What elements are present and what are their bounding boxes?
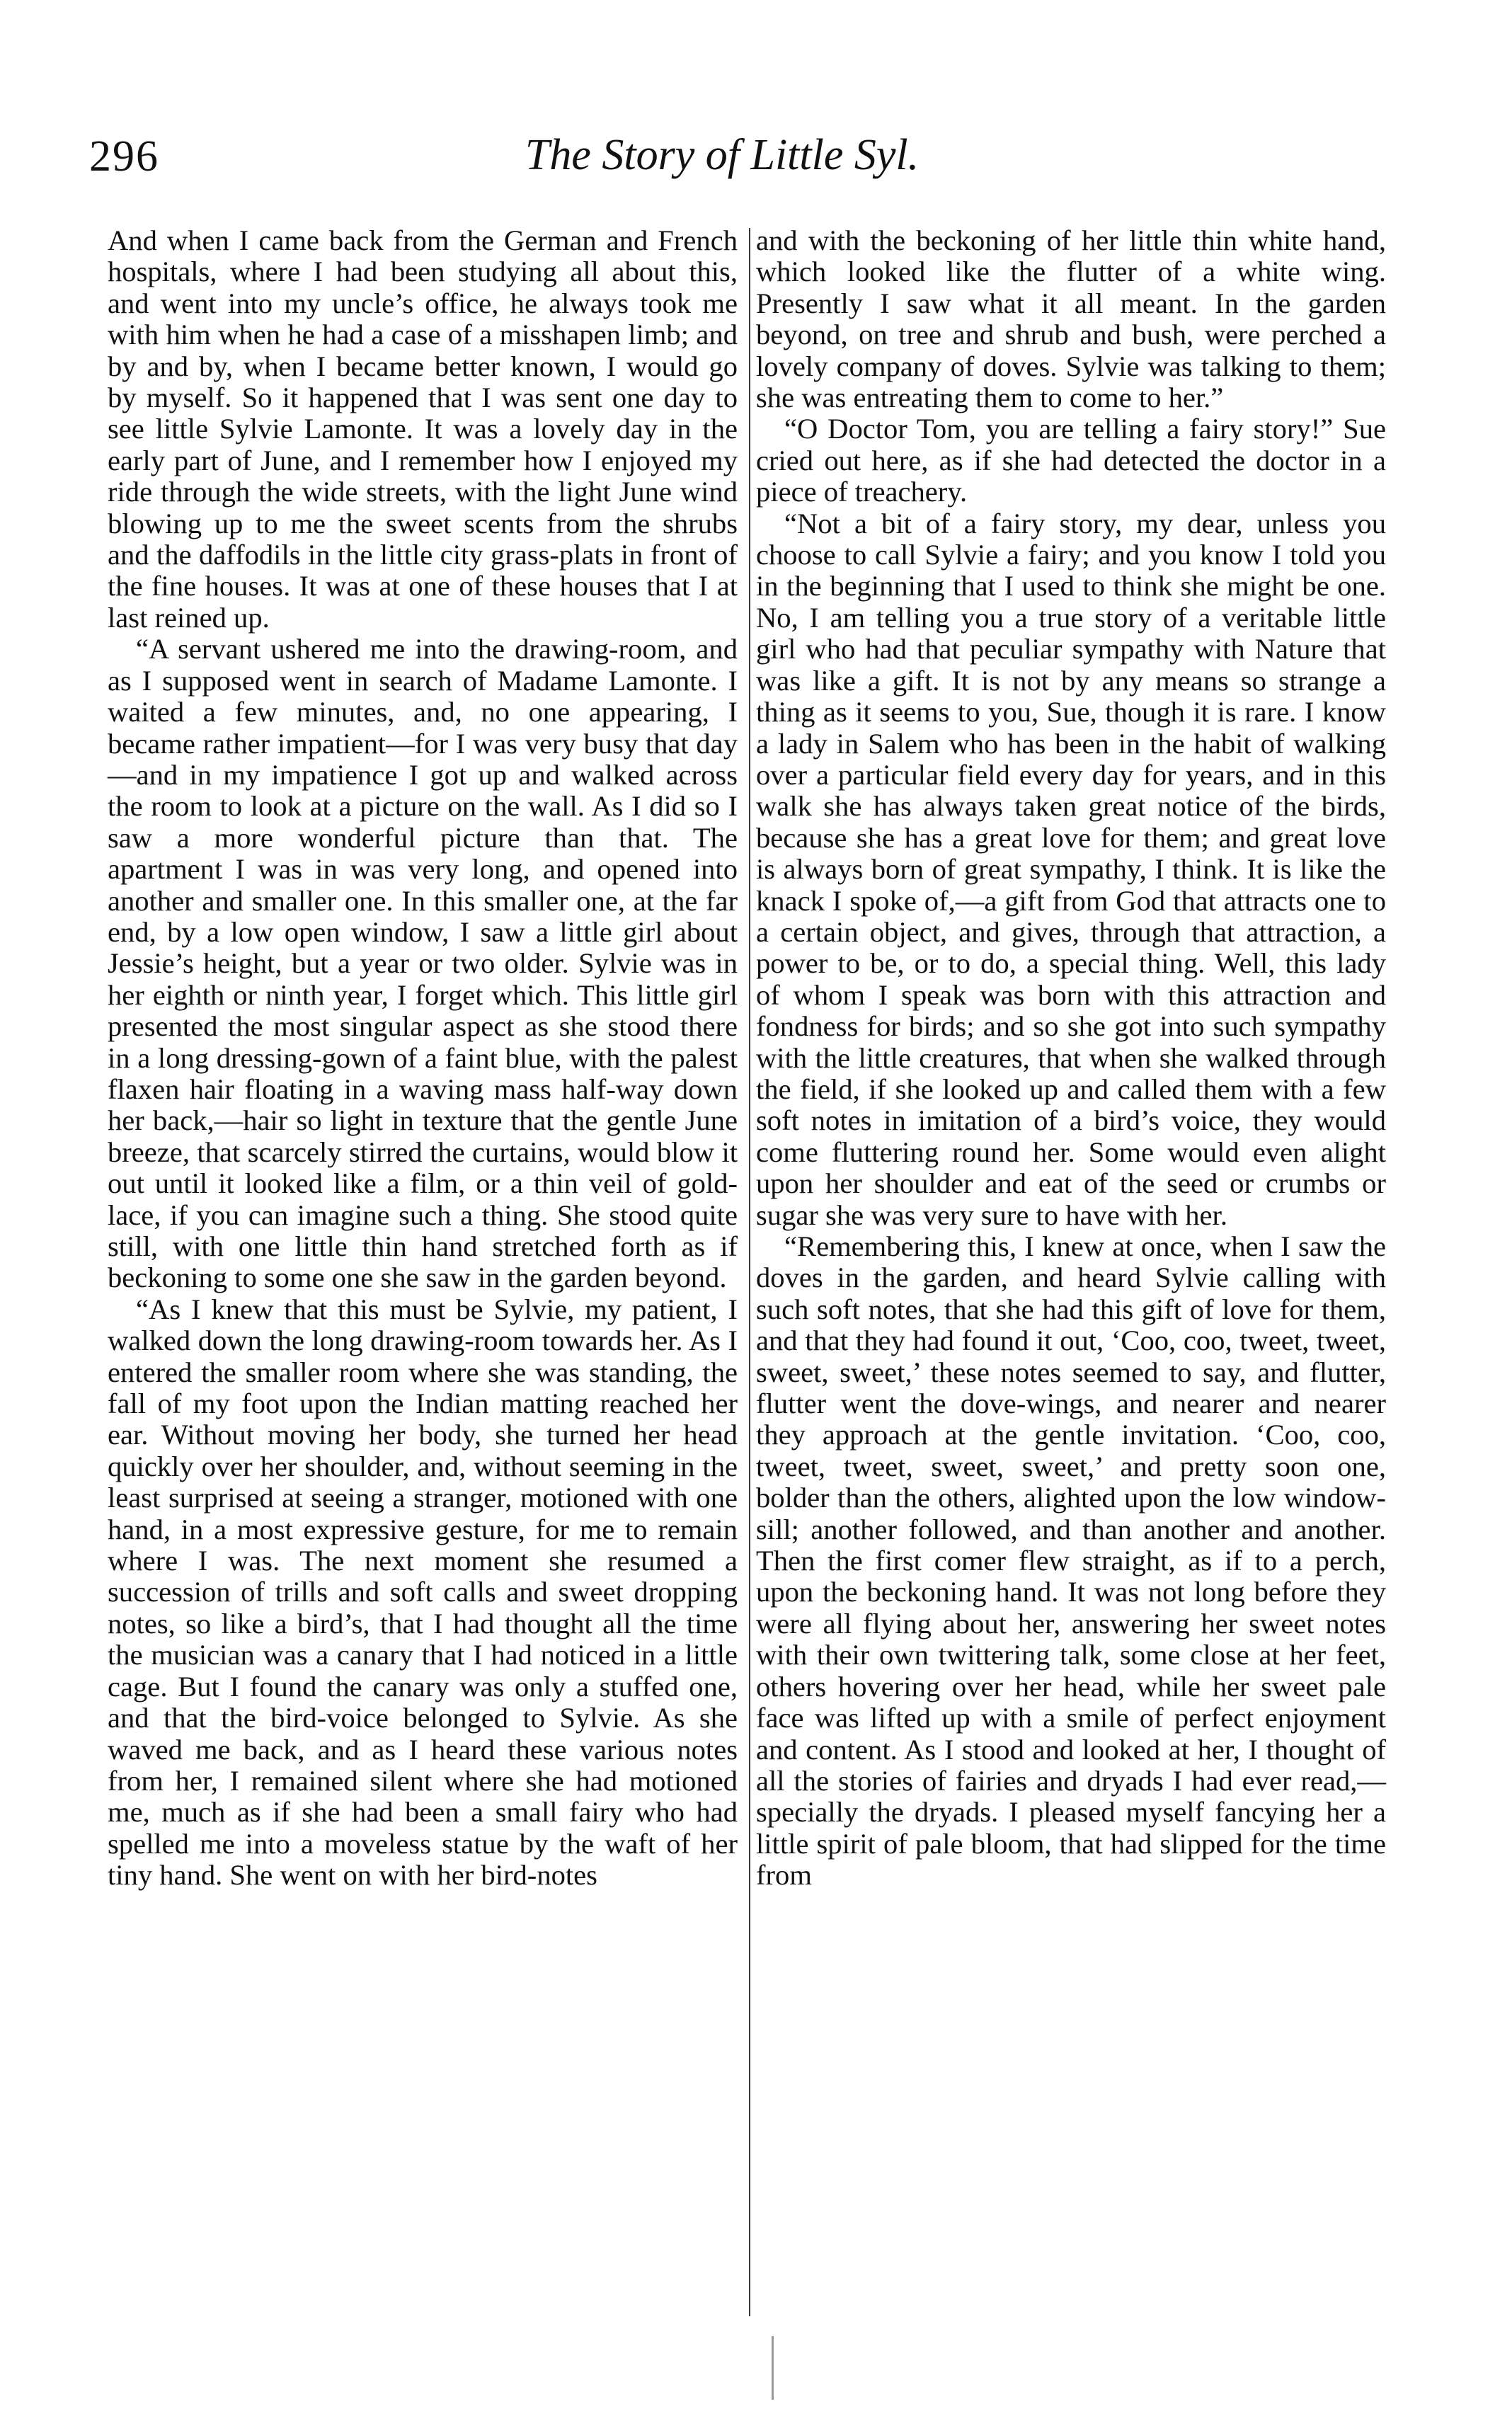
print-artifact (772, 2336, 774, 2400)
right-paragraph-2: “O Doctor Tom, you are telling a fairy story!” Sue cried out here, as if she had detected the doctor in a piece of treachery. (756, 413, 1386, 508)
running-title: The Story of Little Syl. (525, 131, 920, 179)
right-paragraph-4: “Remembering this, I knew at once, when I saw the doves in the garden, and heard Sylvie calling with such soft notes, that she had this gift of love for them, and that they had found it out, ‘Coo, coo, tweet, tweet, sweet, sweet,’ these notes seemed to say, and flutter, flutter went the dove-wings, and nearer and nearer they approach at the gentle invitation. ‘Coo, coo, tweet, tweet, sweet, sweet,’ and pretty soon one, bolder than the others, alighted upon the low window-sill; another followed, and than another and another. Then the first comer flew straight, as if to a perch, upon the beckoning hand. It was not long before they were all flying about her, answering her sweet notes with their own twittering talk, some close at her feet, others hovering over her head, while her sweet pale face was lifted up with a smile of perfect enjoyment and content. As I stood and looked at her, I thought of all the stories of fairies and dryads I had ever read,—specially the dryads. I pleased myself fancying her a little spirit of pale bloom, that had slipped for the time from (756, 1230, 1386, 1892)
left-paragraph-3: “As I knew that this must be Sylvie, my patient, I walked down the long drawing-room towards her. As I entered the smaller room where she was standing, the fall of my foot upon the Indian matting reached her ear. Without moving her body, she turned her head quickly over her shoulder, and, without seeming in the least surprised at seeing a stranger, motioned with one hand, in a most expressive gesture, for me to remain where I was. The next moment she resumed a succession of trills and soft calls and sweet dropping notes, so like a bird’s, that I had thought all the time the musician was a canary that I had noticed in a little cage. But I found the canary was only a stuffed one, and that the bird-voice belonged to Sylvie. As she waved me back, and as I heard these various notes from her, I remained silent where she had motioned me, much as if she had been a small fairy who had spelled me into a moveless statue by the waft of her tiny hand. She went on with her bird-notes (108, 1293, 738, 1892)
page-number: 296 (89, 132, 159, 181)
left-paragraph-1: And when I came back from the German and French hospitals, where I had been studying all about this, and went into my uncle’s office, he always took me with him when he had a case of a misshapen limb; and by and by, when I became better known, I would go by myself. So it happened that I was sent one day to see little Sylvie Lamonte. It was a lovely day in the early part of June, and I remember how I enjoyed my ride through the wide streets, with the light June wind blowing up to me the sweet scents from the shrubs and the daffodils in the little city grass-plats in front of the fine houses. It was at one of these houses that I at last reined up. (108, 224, 738, 634)
left-paragraph-2: “A servant ushered me into the drawing-room, and as I supposed went in search of Madame Lamonte. I waited a few minutes, and, no one appearing, I became rather impatient—for I was very busy that day—and in my impatience I got up and walked across the room to look at a picture on the wall. As I did so I saw a more wonderful picture than that. The apartment I was in was very long, and opened into another and smaller one. In this smaller one, at the far end, by a low open window, I saw a little girl about Jessie’s height, but a year or two older. Sylvie was in her eighth or ninth year, I forget which. This little girl presented the most singular aspect as she stood there in a long dressing-gown of a faint blue, with the palest flaxen hair floating in a waving mass half-way down her back,—hair so light in texture that the gentle June breeze, that scarcely stirred the curtains, would blow it out until it looked like a film, or a thin veil of gold-lace, if you can imagine such a thing. She stood quite still, with one little thin hand stretched forth as if beckoning to some one she saw in the garden beyond. (108, 633, 738, 1294)
right-paragraph-1: and with the beckoning of her little thin white hand, which looked like the flutter of a white wing. Presently I saw what it all meant. In the garden beyond, on tree and shrub and bush, were perched a lovely company of doves. Sylvie was talking to them; she was entreating them to come to her.” (756, 224, 1386, 414)
right-paragraph-3: “Not a bit of a fairy story, my dear, unless you choose to call Sylvie a fairy; and you know I told you in the beginning that I used to think she might be one. No, I am telling you a true story of a veritable little girl who had that peculiar sympathy with Nature that was like a gift. It is not by any means so strange a thing as it seems to you, Sue, though it is rare. I know a lady in Salem who has been in the habit of walking over a particular field every day for years, and in this walk she has always taken great notice of the birds, because she has a great love for them; and great love is always born of great sympathy, I think. It is like the knack I spoke of,—a gift from God that attracts one to a certain object, and gives, through that attraction, a power to be, or to do, a special thing. Well, this lady of whom I speak was born with this attraction and fondness for birds; and so she got into such sympathy with the little creatures, that when she walked through the field, if she looked up and called them with a few soft notes in imitation of a bird’s voice, they would come fluttering round her. Some would even alight upon her shoulder and eat of the seed or crumbs or sugar she was very sure to have with her. (756, 507, 1386, 1231)
left-column (108, 225, 738, 1892)
column-divider (749, 228, 750, 2316)
right-column (756, 225, 1386, 1892)
